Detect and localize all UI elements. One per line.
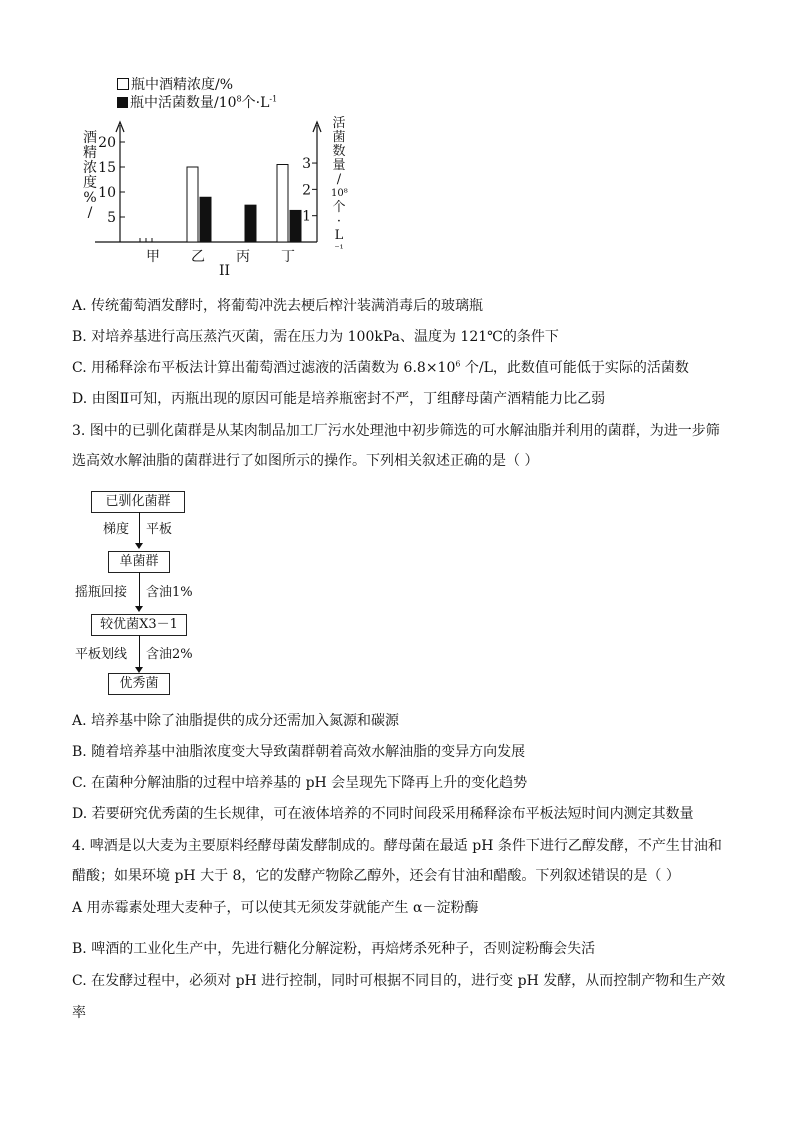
right-tick-label: 2 — [302, 182, 311, 199]
left-tick-label: 15 — [98, 160, 116, 176]
right-axis-char: 个 — [332, 200, 346, 215]
flow-step1-right: 平板 — [146, 522, 173, 537]
q3-option-b: B. 随着培养基中油脂浓度变大导致菌群朝着高效水解油脂的变异方向发展 — [72, 744, 526, 760]
bar-bacteria-丁 — [290, 210, 301, 242]
left-axis-char: / — [87, 205, 93, 221]
x-category-label: 乙 — [191, 249, 205, 265]
right-tick-label: 3 — [302, 156, 311, 173]
left-axis-char: 酒 — [83, 130, 97, 146]
right-axis-char: / — [336, 172, 342, 187]
legend-swatch-white — [117, 78, 129, 90]
q2-option-b: B. 对培养基进行高压蒸汽灭菌，需在压力为 100kPa、温度为 121℃的条件下 — [72, 329, 559, 345]
flow-step3-right: 含油2% — [146, 647, 193, 662]
q2-option-d: D. 由图Ⅱ可知，丙瓶出现的原因可能是培养瓶密封不严，丁组酵母菌产酒精能力比乙弱 — [72, 391, 606, 407]
flow-arrow-1 — [139, 512, 140, 545]
bar-alcohol-乙 — [187, 167, 198, 242]
right-axis-char: L — [334, 228, 344, 243]
right-tick-label: 1 — [302, 208, 311, 225]
flow-box-domesticated: 已驯化菌群 — [91, 491, 185, 513]
legend-sup-exp: 8 — [236, 94, 242, 104]
q2-option-c-post: 个/L，此数值可能低于实际的活菌数 — [460, 360, 689, 376]
left-tick-label: 10 — [98, 185, 116, 201]
q4-stem-line1: 4. 啤酒是以大麦为主要原料经酵母菌发酵制成的。酵母菌在最适 pH 条件下进行乙醇发酵，不产生甘油和 — [72, 838, 722, 854]
q4-option-a: A 用赤霉素处理大麦种子，可以使其无须发芽就能产生 α－淀粉酶 — [72, 900, 479, 916]
flow-box-better: 较优菌X3－1 — [91, 614, 187, 636]
left-axis-char: 度 — [83, 175, 97, 191]
left-axis-char: 精 — [83, 145, 97, 161]
q2-option-a: A. 传统葡萄酒发酵时，将葡萄冲洗去梗后榨汁装满消毒后的玻璃瓶 — [72, 298, 484, 314]
legend-swatch-black — [117, 97, 128, 108]
flow-arrowhead-1 — [135, 543, 143, 549]
x-category-label: 丙 — [236, 249, 250, 265]
q3-option-a: A. 培养基中除了油脂提供的成分还需加入氮源和碳源 — [72, 713, 400, 729]
bar-bacteria-乙 — [200, 197, 211, 242]
q3-option-d: D. 若要研究优秀菌的生长规律，可在液体培养的不同时间段采用稀释涂布平板法短时间内测定其数量 — [72, 806, 694, 822]
chart-plot — [95, 115, 335, 285]
flow-box-excellent: 优秀菌 — [108, 673, 170, 695]
left-axis-char: 浓 — [83, 160, 97, 176]
legend-sup-neg: -1 — [269, 94, 278, 104]
q2-option-c-sup: 6 — [455, 359, 461, 369]
x-category-label: 甲 — [146, 249, 160, 265]
q3-stem-line2: 选高效水解油脂的菌群进行了如图所示的操作。下列相关叙述正确的是（ ） — [72, 453, 539, 469]
flow-arrow-3 — [139, 635, 140, 669]
q4-stem-line2: 醋酸；如果环境 pH 大于 8，它的发酵产物除乙醇外，还会有甘油和醋酸。下列叙述错误的是（ ） — [72, 868, 680, 884]
bar-bacteria-丙 — [245, 205, 256, 242]
q4-option-c-line1: C. 在发酵过程中，必须对 pH 进行控制，同时可根据不同目的，进行变 pH 发酵，从而控制产物和生产效 — [72, 973, 726, 989]
legend-item-bacteria — [117, 95, 277, 111]
legend-label-bacteria: 瓶中活菌数量/10 — [130, 95, 237, 111]
q4-option-b: B. 啤酒的工业化生产中，先进行糖化分解淀粉，再焙烤杀死种子，否则淀粉酶会失活 — [72, 941, 596, 957]
right-axis-char: 量 — [332, 158, 346, 173]
q4-option-c-line2: 率 — [72, 1005, 86, 1021]
x-category-label: 丁 — [281, 249, 295, 265]
flow-step1-left: 梯度 — [103, 522, 130, 537]
legend-label-alcohol: 瓶中酒精浓度/% — [131, 77, 234, 93]
figure-label: II — [219, 263, 231, 279]
q2-option-c-pre: C. 用稀释涂布平板法计算出葡萄酒过滤液的活菌数为 6.8×10 — [72, 360, 456, 376]
bar-alcohol-丁 — [277, 165, 288, 243]
right-axis-char: 10⁸ — [331, 188, 348, 199]
legend-label-unit: 个·L — [241, 95, 270, 111]
q3-stem-line1: 3. 图中的已驯化菌群是从某肉制品加工厂污水处理池中初步筛选的可水解油脂并利用的菌群，为进一步筛 — [72, 423, 720, 439]
legend-item-alcohol — [117, 77, 233, 93]
flow-step2-right: 含油1% — [146, 585, 193, 600]
left-axis-char: % — [83, 190, 97, 206]
right-axis-char: ⁻¹ — [334, 244, 344, 255]
q2-option-c — [72, 359, 689, 377]
right-axis-char: · — [336, 214, 342, 229]
left-tick-label: 20 — [98, 135, 116, 151]
flow-arrowhead-2 — [135, 606, 143, 612]
flow-step2-left: 摇瓶回接 — [75, 585, 128, 600]
flow-arrow-2 — [139, 572, 140, 608]
right-axis-char: 数 — [332, 144, 346, 159]
right-axis-char: 菌 — [332, 130, 346, 145]
right-axis-char: 活 — [332, 116, 346, 131]
flow-box-single: 单菌群 — [108, 551, 170, 573]
q3-option-c: C. 在菌种分解油脂的过程中培养基的 pH 会呈现先下降再上升的变化趋势 — [72, 775, 528, 791]
flow-step3-left: 平板划线 — [75, 647, 128, 662]
left-tick-label: 5 — [107, 210, 116, 226]
